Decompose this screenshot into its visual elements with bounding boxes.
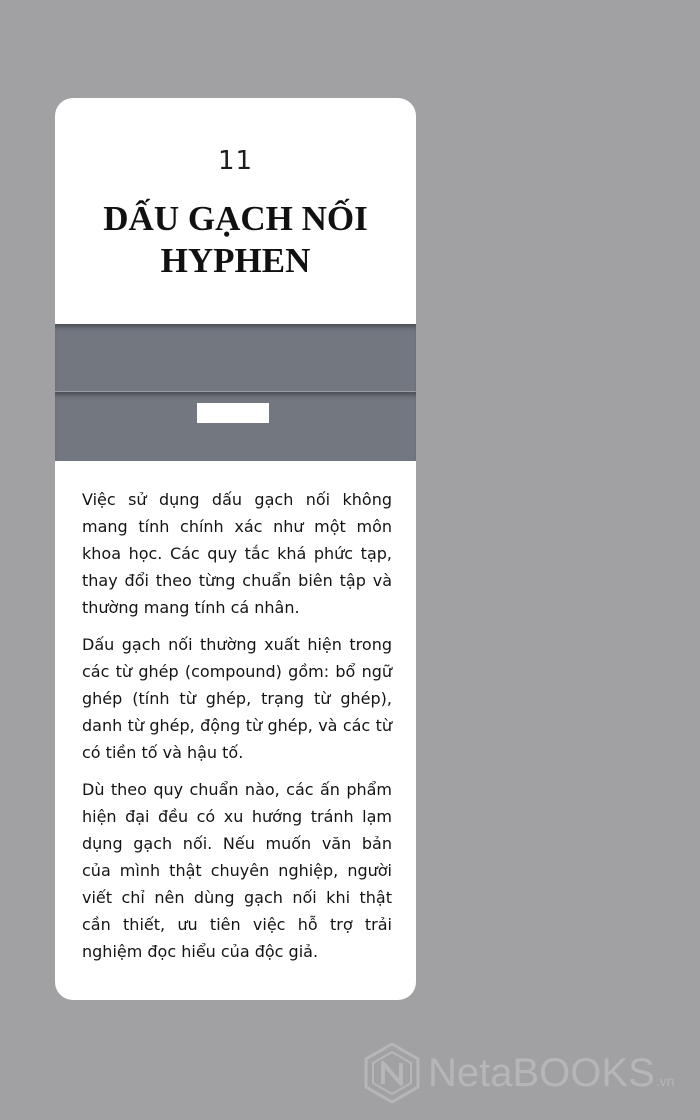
page-card: [55, 98, 416, 1000]
chapter-title-line-2: HYPHEN: [160, 241, 311, 280]
chapter-title: [55, 198, 416, 282]
paragraph-3: Dù theo quy chuẩn nào, các ấn phẩm hiện đại đều có xu hướng tránh lạm dụng gạch nối. Nếu muốn văn bản của mình thật chuyên nghiệp, người viết chỉ nên dùng gạch nối khi thật cần thiết, ưu tiên việc hỗ trợ trải nghiệm đọc hiểu của độc giả.: [82, 780, 392, 961]
paragraph-2: Dấu gạch nối thường xuất hiện trong các từ ghép (compound) gồm: bổ ngữ ghép (tính từ ghép, trạng từ ghép), danh từ ghép, động từ ghép, và các từ có tiền tố và hậu tố.: [82, 635, 392, 762]
chapter-number: 11: [217, 146, 254, 176]
decorative-band-top: [55, 324, 416, 391]
watermark-brand: NetaBOOKS.vn: [428, 1050, 675, 1095]
watermark: [364, 1042, 674, 1104]
netabooks-logo-icon: [364, 1042, 420, 1104]
watermark-suffix: .vn: [655, 1072, 675, 1089]
body-text: [82, 486, 392, 975]
decorative-white-bar: [197, 403, 269, 423]
chapter-title-line-1: DẤU GẠCH NỐI: [103, 199, 368, 238]
paragraph-1: Việc sử dụng dấu gạch nối không mang tính chính xác như một môn khoa học. Các quy tắc khá phức tạp, thay đổi theo từng chuẩn biên tập và thường mang tính cá nhân.: [82, 490, 392, 617]
